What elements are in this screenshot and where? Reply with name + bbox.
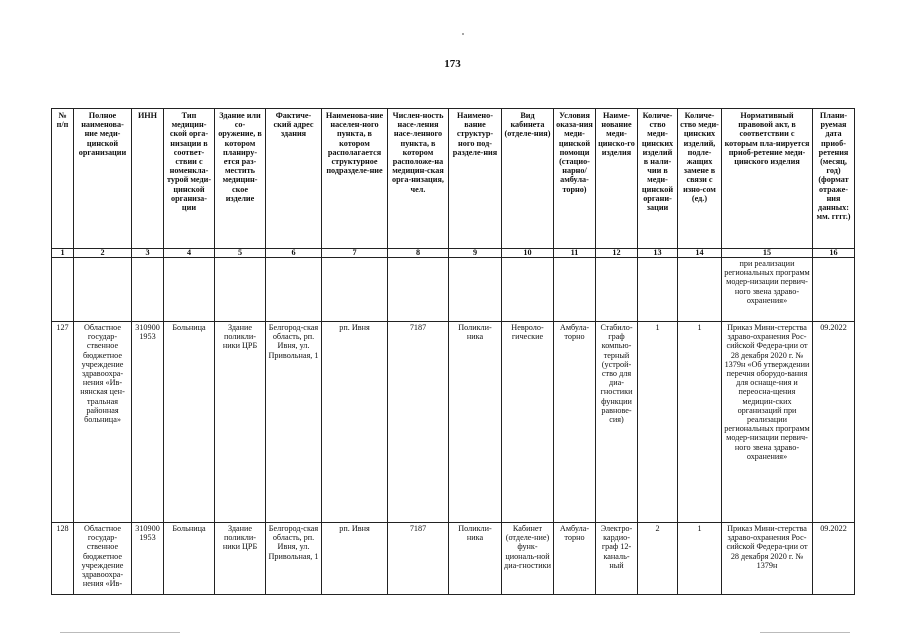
header-cell: Нормативный правовой акт, в соответствии с которым пла-нируется приоб-ретение меди-цинского изделия [722, 109, 813, 249]
act-cell: Приказ Мини-стерства здраво-охранения Рос-сийской Федера-ции от 28 декабря 2020 г. № 1379н «Об утверждении перечня оборудо-вания для оснаще-ния и переосна-щения медицин-ских организаций при реализации региональных программ модер-низации первич-ного звена здраво-охранения» [722, 322, 813, 523]
device-cell: Электро-кардио-граф 12-каналь-ный [596, 523, 638, 595]
scan-speck [462, 33, 464, 35]
inn-cell: 310900 1953 [132, 523, 164, 595]
header-cell: ИНН [132, 109, 164, 249]
header-cell: Вид кабинета (отделе-ния) [502, 109, 554, 249]
scan-edge-mark [760, 632, 850, 633]
header-cell: Плани-руемая дата приоб-ретения (месяц, год) (формат отраже-ния данных: мм. гггг.) [813, 109, 855, 249]
act-cell: Приказ Мини-стерства здраво-охранения Рос-сийской Федера-ции от 28 декабря 2020 г. № 1379н [722, 523, 813, 595]
column-number-row [52, 249, 855, 258]
unit-cell: Поликли-ника [449, 322, 502, 523]
column-number: 8 [388, 249, 449, 258]
page-number: 173 [444, 58, 461, 70]
conditions-cell: Амбула-торно [554, 322, 596, 523]
header-cell: Здание или со-оружение, в котором планиру-ется раз-местить медицин-ское изделие [215, 109, 266, 249]
row-number: 128 [52, 523, 74, 595]
type-cell: Больница [164, 322, 215, 523]
header-cell: Условия оказа-ния меди-цинской помощи (стацио-нарно/ амбула-торно) [554, 109, 596, 249]
header-row [52, 109, 855, 249]
column-number: 16 [813, 249, 855, 258]
continuation-row [52, 258, 855, 322]
locality-cell: рп. Ивня [322, 322, 388, 523]
header-cell: Числен-ность насе-ления насе-ленного пункта, в котором расположе-на медицин-ская орга-низация, чел. [388, 109, 449, 249]
population-cell: 7187 [388, 322, 449, 523]
column-number: 15 [722, 249, 813, 258]
header-cell: Тип медицин-ской орга-низации в соответ-ствии с номенкла-турой меди-цинской организа-ции [164, 109, 215, 249]
column-number: 3 [132, 249, 164, 258]
column-number: 12 [596, 249, 638, 258]
row-number: 127 [52, 322, 74, 523]
table-row [52, 523, 855, 595]
conditions-cell: Амбула-торно [554, 523, 596, 595]
unit-cell: Поликли-ника [449, 523, 502, 595]
column-number: 11 [554, 249, 596, 258]
column-number: 14 [678, 249, 722, 258]
column-number: 5 [215, 249, 266, 258]
header-cell: Фактиче-ский адрес здания [266, 109, 322, 249]
continuation-act-cell: при реализации региональных программ модер-низации первич-ного звена здраво-охранения» [722, 258, 813, 322]
qty-have-cell: 2 [638, 523, 678, 595]
building-cell: Здание поликли-ники ЦРБ [215, 322, 266, 523]
qty-replace-cell: 1 [678, 523, 722, 595]
header-cell: Наиме-нование меди-цинско-го изделия [596, 109, 638, 249]
address-cell: Белгород-ская область, рп. Ивня, ул. Привольная, 1 [266, 523, 322, 595]
type-cell: Больница [164, 523, 215, 595]
column-number: 10 [502, 249, 554, 258]
header-cell: Наимено-вание структур-ного под-разделе-ния [449, 109, 502, 249]
address-cell: Белгород-ская область, рп. Ивня, ул. Привольная, 1 [266, 322, 322, 523]
scan-edge-mark [60, 632, 180, 633]
header-cell: Количе-ство меди-цинских изделий в нали-чии в меди-цинской органи-зации [638, 109, 678, 249]
inn-cell: 310900 1953 [132, 322, 164, 523]
date-cell: 09.2022 [813, 322, 855, 523]
organization-cell: Областное государ-ственное бюджетное учреждение здравоохра-нения «Ив-нянская цен-тральная районная больница» [74, 322, 132, 523]
column-number: 9 [449, 249, 502, 258]
column-number: 6 [266, 249, 322, 258]
qty-have-cell: 1 [638, 322, 678, 523]
column-number: 4 [164, 249, 215, 258]
column-number: 13 [638, 249, 678, 258]
cabinet-cell: Невроло-гические [502, 322, 554, 523]
cabinet-cell: Кабинет (отделе-ние) функ-циональ-ной диа-гностики [502, 523, 554, 595]
column-number: 2 [74, 249, 132, 258]
locality-cell: рп. Ивня [322, 523, 388, 595]
building-cell: Здание поликли-ники ЦРБ [215, 523, 266, 595]
organization-cell: Областное государ-ственное бюджетное учреждение здравоохра-нения «Ив- [74, 523, 132, 595]
header-cell: Количе-ство меди-цинских изделий, подле-жащих замене в связи с изно-сом (ед.) [678, 109, 722, 249]
table-row [52, 322, 855, 523]
header-cell: № п/п [52, 109, 74, 249]
date-cell: 09.2022 [813, 523, 855, 595]
column-number: 7 [322, 249, 388, 258]
column-number: 1 [52, 249, 74, 258]
population-cell: 7187 [388, 523, 449, 595]
header-cell: Наименова-ние населен-ного пункта, в котором располагается структурное подразделе-ние [322, 109, 388, 249]
header-cell: Полное наименова-ние меди-цинской организации [74, 109, 132, 249]
qty-replace-cell: 1 [678, 322, 722, 523]
equipment-table [51, 108, 855, 595]
device-cell: Стабило-граф компью-терный (устрой-ство для диа-гностики функции равнове-сия) [596, 322, 638, 523]
